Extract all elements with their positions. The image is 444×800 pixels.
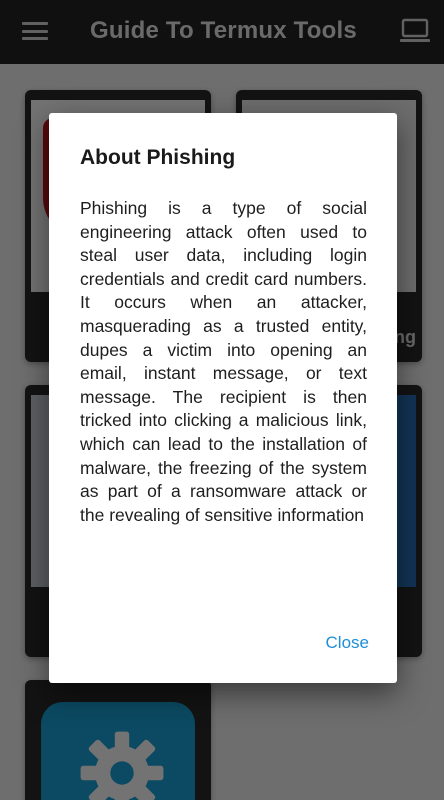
dialog-body: Phishing is a type of social engineering attack often used to steal user data, including login credentials and credit card numbers. It occurs when an attacker, masquerading as a trusted entity, dupes a victim into opening an email, instant message, or text message. The recipient is then tricked into clicking a malicious link, which can lead to the installation of malware, the freezing of the system as part of a ransomware attack or the revealing of sensitive information [80,198,367,525]
about-dialog [49,113,397,683]
dialog-title: About Phishing [80,146,236,169]
close-button[interactable]: Close [325,633,369,652]
